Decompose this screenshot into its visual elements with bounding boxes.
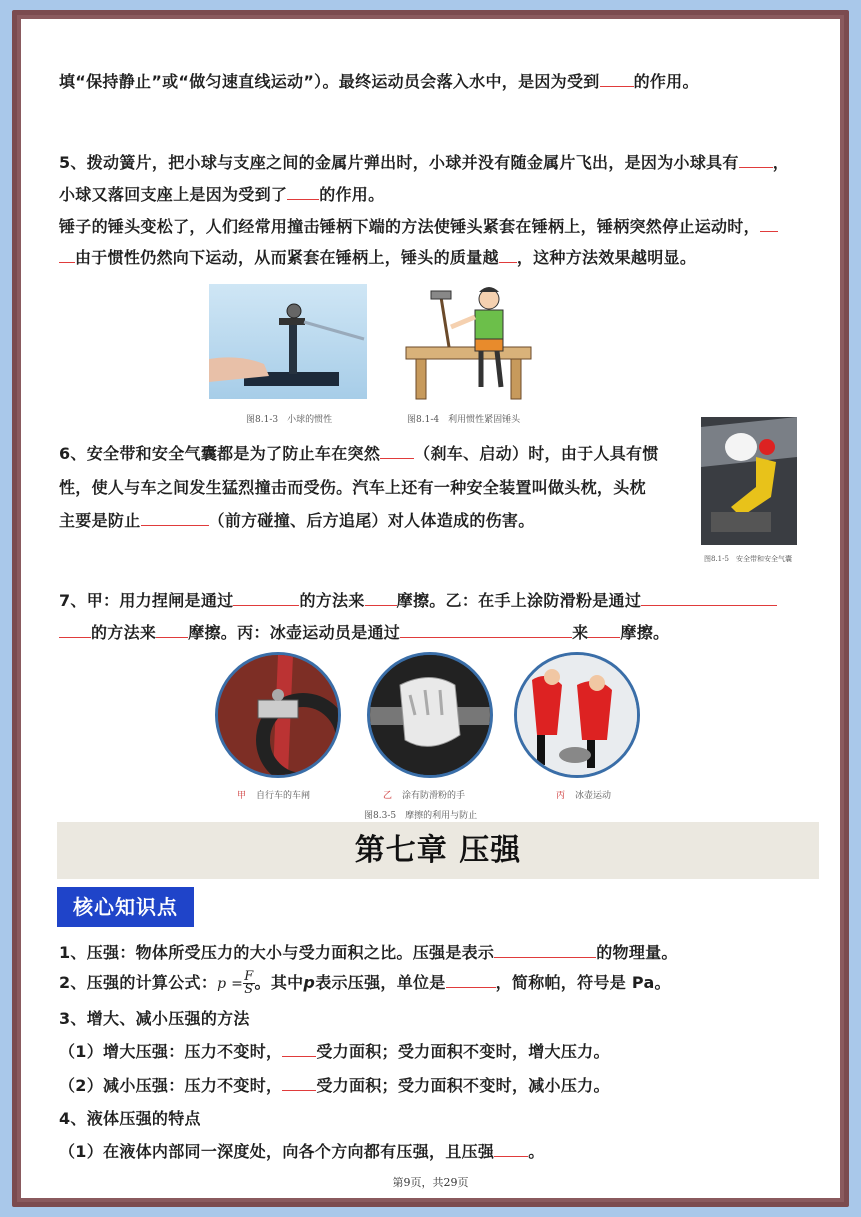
q5-line-4: 由于惯性仍然向下运动，从而紧套在锤柄上，锤头的质量越 ，这种方法效果越明显。 bbox=[59, 245, 696, 268]
answer-blank[interactable] bbox=[499, 248, 517, 263]
answer-blank[interactable] bbox=[600, 72, 634, 87]
answer-blank[interactable] bbox=[380, 444, 414, 459]
q5-line-1: 5、拨动簧片，把小球与支座之间的金属片弹出时，小球并没有随金属片飞出，是因为小球具有 ， bbox=[59, 153, 790, 172]
answer-blank[interactable] bbox=[233, 591, 299, 606]
curling-illustration bbox=[517, 655, 637, 775]
formula-fraction: $\frac{F}{S}$ bbox=[244, 969, 254, 997]
answer-blank[interactable] bbox=[365, 591, 397, 606]
knowledge-point-3-1: （1）增大压强：压力不变时， 受力面积；受力面积不变时，增大压力。 bbox=[59, 1042, 610, 1061]
airbag-illustration bbox=[701, 417, 797, 545]
answer-blank[interactable] bbox=[739, 153, 773, 168]
page-number: 第9页，共29页 bbox=[392, 1176, 469, 1189]
figure-caption: 图8.1-5 安全带和安全气囊 bbox=[704, 555, 792, 563]
answer-blank[interactable] bbox=[287, 185, 319, 200]
q7-line-1: 7、甲：用力捏闸是通过 的方法来 摩擦。乙：在手上涂防滑粉是通过 bbox=[59, 588, 777, 611]
ball-inertia-photo bbox=[209, 284, 367, 399]
answer-blank[interactable] bbox=[282, 1076, 316, 1091]
answer-blank[interactable] bbox=[400, 623, 572, 638]
answer-blank[interactable] bbox=[156, 623, 188, 638]
chalk-hand-illustration bbox=[370, 655, 490, 775]
chalk-hand-photo bbox=[367, 652, 493, 778]
bike-brake-photo bbox=[215, 652, 341, 778]
knowledge-point-4-1: （1）在液体内部同一深度处，向各个方向都有压强，且压强 。 bbox=[59, 1142, 545, 1161]
q5-line-3: 锤子的锤头变松了，人们经常用撞击锤柄下端的方法使锤头紧套在锤柄上，锤柄突然停止运动时， bbox=[59, 214, 778, 237]
q4-tail-line: 填“保持静止”或“做匀速直线运动”）。最终运动员会落入水中，是因为受到 的作用。 bbox=[59, 72, 699, 91]
hammer-boy-drawing bbox=[401, 277, 539, 405]
answer-blank[interactable] bbox=[59, 623, 91, 638]
q6-line-1: 6、安全带和安全气囊都是为了防止车在突然 （刹车、启动）时，由于人具有惯 bbox=[59, 444, 659, 463]
answer-blank[interactable] bbox=[446, 973, 496, 988]
caption-a: 甲 自行车的车闸 bbox=[237, 791, 311, 801]
curling-photo bbox=[514, 652, 640, 778]
answer-blank[interactable] bbox=[282, 1042, 316, 1057]
q7-line-2: 的方法来 摩擦。丙：冰壶运动员是通过 来 摩擦。 bbox=[59, 620, 669, 643]
knowledge-point-1: 1、压强：物体所受压力的大小与受力面积之比。压强是表示 的物理量。 bbox=[59, 943, 678, 962]
figure-caption: 图8.1-4 利用惯性紧固锤头 bbox=[407, 415, 521, 425]
q6-line-2: 性，使人与车之间发生猛烈撞击而受伤。汽车上还有一种安全装置叫做头枕，头枕 bbox=[59, 478, 646, 497]
airbag-photo bbox=[701, 417, 797, 545]
answer-blank[interactable] bbox=[588, 623, 620, 638]
q5-line-2: 小球又落回支座上是因为受到了 的作用。 bbox=[59, 185, 385, 204]
page-frame bbox=[12, 10, 849, 1207]
caption-c: 丙 冰壶运动 bbox=[556, 791, 612, 801]
q6-line-3: 主要是防止 （前方碰撞、后方追尾）对人体造成的伤害。 bbox=[59, 511, 535, 530]
core-knowledge-badge: 核心知识点 bbox=[57, 887, 194, 927]
bike-brake-illustration bbox=[218, 655, 338, 775]
caption-b: 乙 涂有防滑粉的手 bbox=[383, 791, 466, 801]
answer-blank[interactable] bbox=[494, 1142, 528, 1157]
formula-lhs: p = bbox=[217, 975, 244, 992]
figure-caption: 图8.3-5 摩擦的利用与防止 bbox=[364, 811, 478, 821]
answer-blank[interactable] bbox=[641, 591, 777, 606]
knowledge-point-2: 2、压强的计算公式：p = $\frac{F}{S}$ 。其中p表示压强，单位是 ，简称帕，符号是 Pa。 bbox=[59, 969, 671, 997]
chapter-title: 第七章 压强 bbox=[57, 822, 819, 879]
document-page bbox=[21, 19, 840, 1198]
answer-blank[interactable] bbox=[141, 511, 209, 526]
answer-blank[interactable] bbox=[760, 217, 778, 232]
answer-blank[interactable] bbox=[59, 248, 75, 263]
knowledge-point-3: 3、增大、减小压强的方法 bbox=[59, 1009, 250, 1028]
knowledge-point-4: 4、液体压强的特点 bbox=[59, 1109, 201, 1128]
hammer-boy-illustration bbox=[401, 277, 539, 405]
figure-caption: 图8.1-3 小球的惯性 bbox=[246, 415, 333, 425]
knowledge-point-3-2: （2）减小压强：压力不变时， 受力面积；受力面积不变时，减小压力。 bbox=[59, 1076, 610, 1095]
ball-inertia-illustration bbox=[209, 284, 367, 399]
answer-blank[interactable] bbox=[494, 943, 596, 958]
